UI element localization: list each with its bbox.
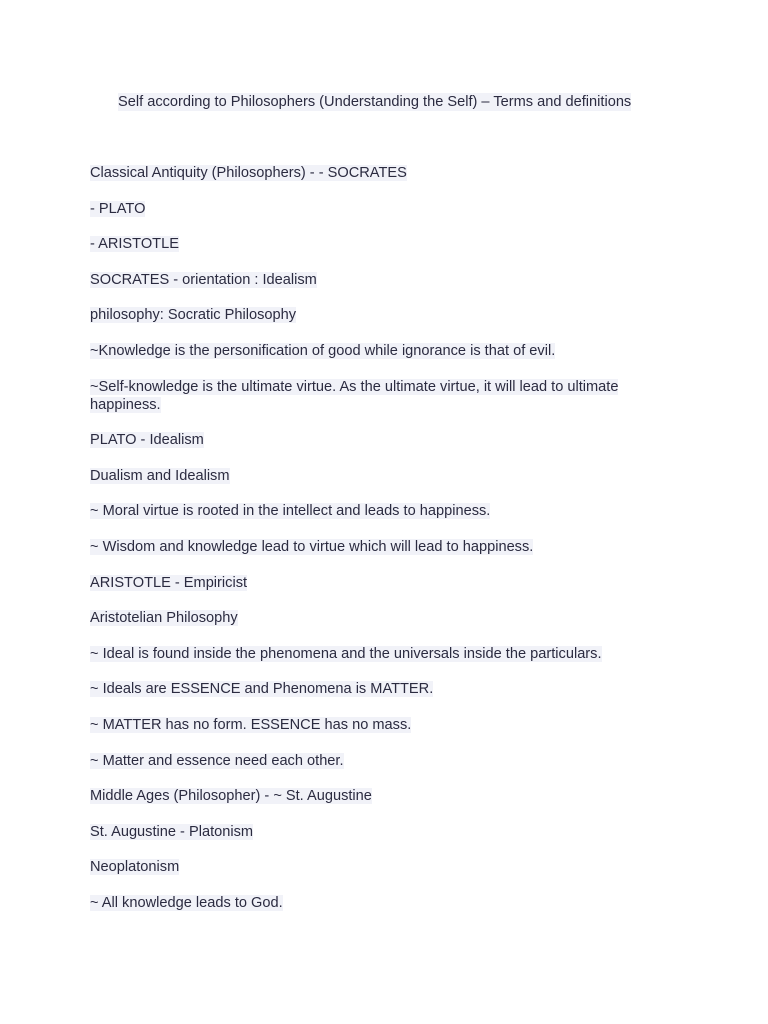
- text-line: ~ Ideals are ESSENCE and Phenomena is MATTER.: [90, 681, 434, 698]
- text-line: SOCRATES - orientation : Idealism: [90, 271, 317, 288]
- text-line: ~ Moral virtue is rooted in the intellect and leads to happiness.: [90, 503, 491, 520]
- text-line: PLATO - Idealism: [90, 432, 204, 449]
- text-line: - ARISTOTLE: [90, 236, 179, 253]
- text-line: Dualism and Idealism: [90, 467, 230, 484]
- text-line: ~ All knowledge leads to God.: [90, 894, 283, 911]
- text-line: Neoplatonism: [90, 859, 180, 876]
- text-line: Middle Ages (Philosopher) - ~ St. Augustine: [90, 788, 372, 805]
- text-line: ~ Ideal is found inside the phenomena and the universals inside the particulars.: [90, 645, 602, 662]
- text-line: Aristotelian Philosophy: [90, 610, 238, 627]
- text-line: ARISTOTLE - Empiricist: [90, 574, 248, 591]
- text-line: ~ Wisdom and knowledge lead to virtue which will lead to happiness.: [90, 538, 534, 555]
- document-body: [90, 164, 650, 929]
- text-line: philosophy: Socratic Philosophy: [90, 307, 297, 324]
- document-title: Self according to Philosophers (Understanding the Self) – Terms and definitions: [118, 94, 632, 110]
- text-line: ~Self-knowledge is the ultimate virtue. As the ultimate virtue, it will lead to ultimate happiness.: [90, 378, 619, 413]
- text-line: St. Augustine - Platonism: [90, 823, 254, 840]
- text-line: ~ MATTER has no form. ESSENCE has no mass.: [90, 716, 412, 733]
- text-line: Classical Antiquity (Philosophers) - - SOCRATES: [90, 165, 407, 181]
- text-line: - PLATO: [90, 200, 146, 217]
- text-line: ~Knowledge is the personification of good while ignorance is that of evil.: [90, 342, 556, 359]
- text-line: ~ Matter and essence need each other.: [90, 752, 344, 769]
